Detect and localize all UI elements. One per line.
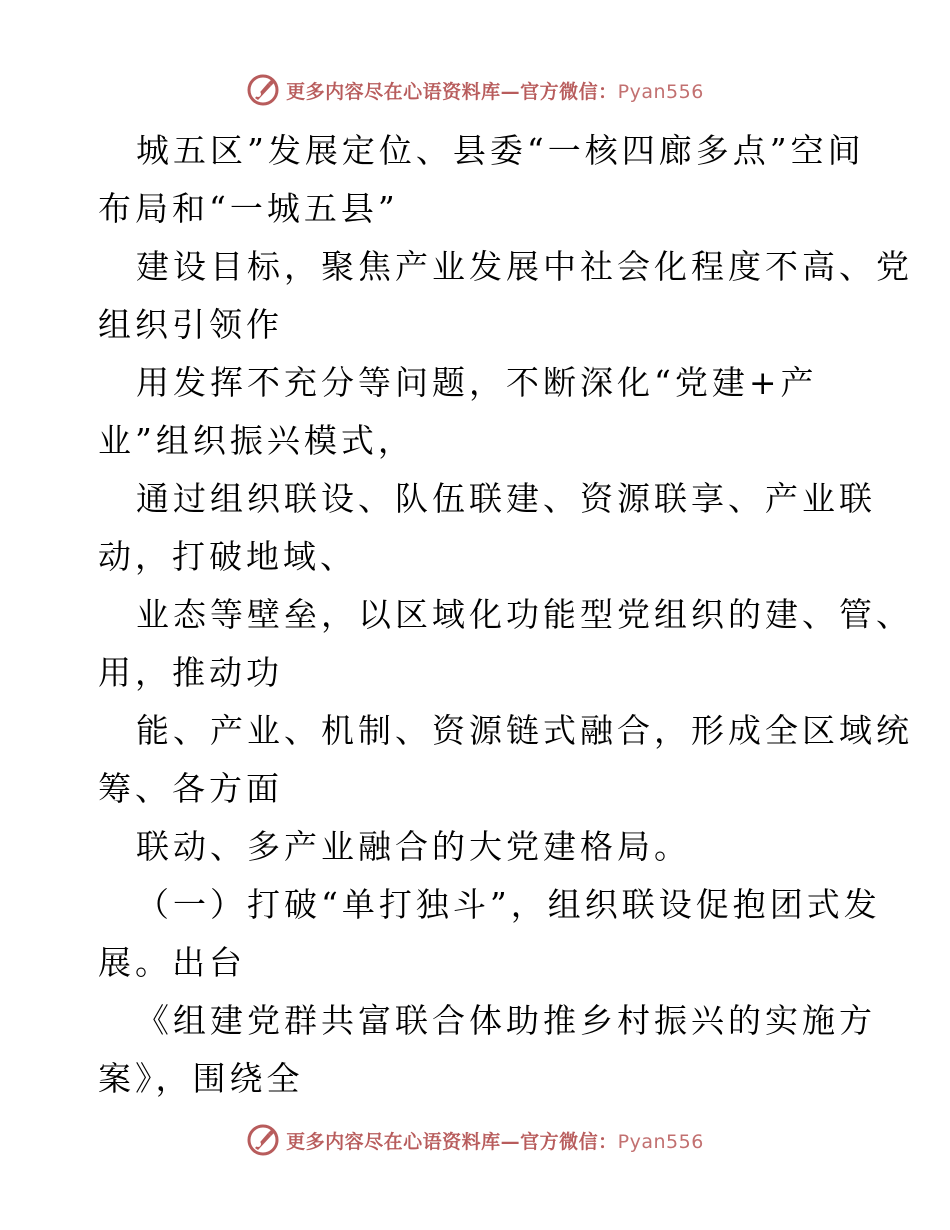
paragraph bbox=[98, 470, 876, 586]
paragraph-line: 能、产业、机制、资源链式融合，形成全区域统 bbox=[136, 711, 913, 750]
paragraph-line: 案》，围绕全 bbox=[98, 1059, 304, 1098]
paragraph-line: 组织引领作 bbox=[98, 305, 283, 344]
paragraph-line: 筹、各方面 bbox=[98, 769, 283, 808]
banner-wechat-id: Pyan556 bbox=[617, 1130, 704, 1153]
paragraph bbox=[98, 122, 865, 238]
paragraph-line: 通过组织联设、队伍联建、资源联享、产业联 bbox=[136, 479, 876, 518]
paragraph bbox=[98, 818, 858, 876]
paragraph-line: 用发挥不充分等问题，不断深化“党建+产 bbox=[136, 363, 818, 402]
paragraph bbox=[98, 876, 881, 992]
document-body bbox=[98, 122, 913, 1108]
paragraph-line: （一）打破“单打独斗”，组织联设促抱团式发 bbox=[136, 885, 881, 924]
banner-label: 更多内容尽在心语资料库—官方微信： bbox=[286, 80, 618, 103]
paragraph-line: 业态等壁垒，以区域化功能型党组织的建、管、 bbox=[136, 595, 913, 634]
paragraph-line: 《组建党群共富联合体助推乡村振兴的实施方 bbox=[136, 1001, 876, 1040]
banner-text bbox=[286, 77, 704, 104]
paragraph-line: 业”组织振兴模式， bbox=[98, 421, 415, 460]
header-banner bbox=[0, 70, 950, 110]
banner-text bbox=[286, 1127, 704, 1154]
paragraph-line: 联动、多产业融合的大党建格局。 bbox=[136, 827, 691, 866]
paragraph bbox=[98, 702, 913, 818]
paragraph bbox=[98, 238, 913, 354]
footer-banner bbox=[0, 1120, 950, 1160]
paragraph-line: 城五区”发展定位、县委“一核四廊多点”空间 bbox=[136, 131, 865, 170]
paragraph-line: 用，推动功 bbox=[98, 653, 283, 692]
paragraph-line: 布局和“一城五县” bbox=[98, 189, 399, 228]
pen-logo-icon bbox=[246, 73, 280, 107]
pen-logo-icon bbox=[246, 1123, 280, 1157]
paragraph-line: 展。出台 bbox=[98, 943, 246, 982]
banner-wechat-id: Pyan556 bbox=[617, 80, 704, 103]
paragraph bbox=[98, 992, 876, 1108]
paragraph-line: 动，打破地域、 bbox=[98, 537, 357, 576]
banner-label: 更多内容尽在心语资料库—官方微信： bbox=[286, 1130, 618, 1153]
paragraph bbox=[98, 354, 858, 470]
paragraph-line: 建设目标，聚焦产业发展中社会化程度不高、党 bbox=[136, 247, 913, 286]
paragraph bbox=[98, 586, 913, 702]
